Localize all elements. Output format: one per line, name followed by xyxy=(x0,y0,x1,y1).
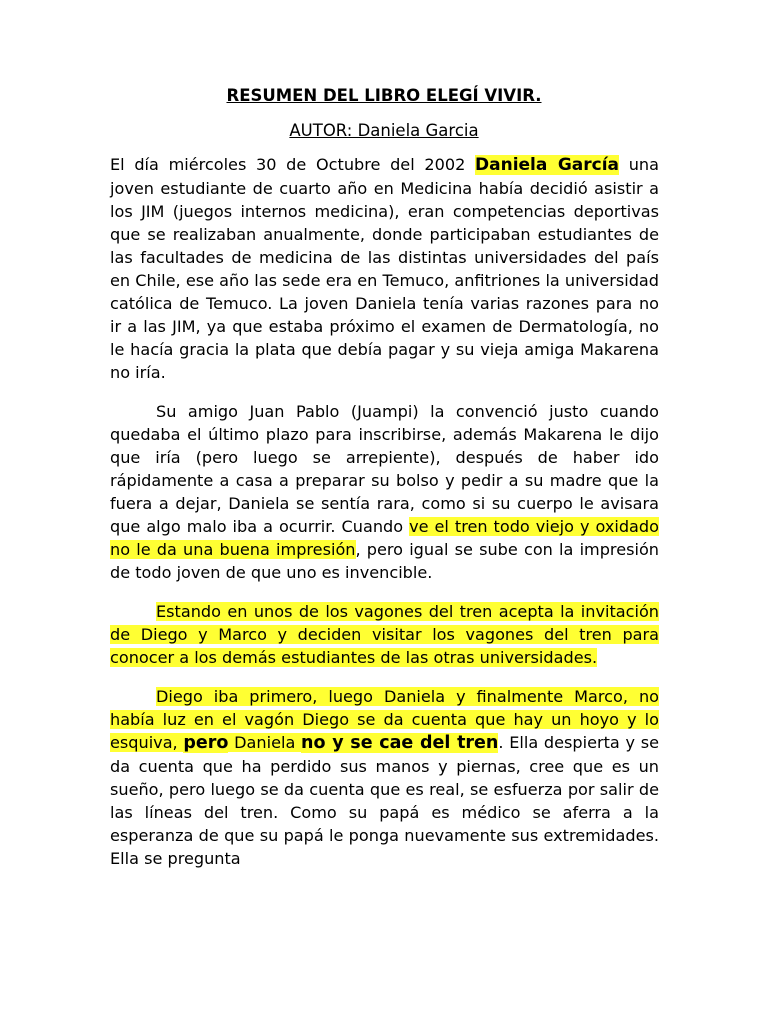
text-segment: , pero igual se sube con la impresión de todo joven de que uno es invencible. xyxy=(110,540,659,582)
text-segment: Su amigo Juan Pablo (Juampi) la convenció justo cuando quedaba el último plazo para inscribirse, además Makarena le dijo que iría (pero luego se arrepiente), después de haber ido rápidamente a casa a preparar su bolso y pedir a su madre que la fuera a dejar, Daniela se sentía rara, como si su cuerpo le avisara que algo malo iba a ocurrir. Cuando xyxy=(110,402,659,536)
author-text: AUTOR: Daniela Garcia xyxy=(289,121,479,140)
document-title: RESUMEN DEL LIBRO ELEGÍ VIVIR. xyxy=(226,86,542,105)
highlighted-text: Diego iba primero, luego Daniela y finalmente Marco, no había luz en el vagón Diego se da cuenta que hay un hoyo y lo esquiva, xyxy=(110,687,659,752)
author-line xyxy=(0,121,768,140)
highlighted-text: ve el tren todo viejo y oxidado no le da una buena impresión xyxy=(110,517,659,559)
paragraph xyxy=(110,153,659,384)
highlighted-text: Daniela xyxy=(228,733,302,752)
paragraph xyxy=(110,400,659,584)
highlighted-text: no y se cae del tren xyxy=(301,733,499,753)
document-body xyxy=(110,153,659,886)
paragraph xyxy=(110,685,659,870)
highlighted-text: Estando en unos de los vagones del tren acepta la invitación de Diego y Marco y deciden visitar los vagones del tren para conocer a los demás estudiantes de las otras universidades. xyxy=(110,602,659,667)
text-segment: . Ella despierta y se da cuenta que ha perdido sus manos y piernas, cree que es un sueño, pero luego se da cuenta que es real, se esfuerza por salir de las líneas del tren. Como su papá es médico se aferra a la esperanza de que su papá le ponga nuevamente sus extremidades. Ella se pregunta xyxy=(110,733,659,868)
text-segment: El día miércoles 30 de Octubre del 2002 xyxy=(110,155,476,174)
paragraph xyxy=(110,600,659,669)
text-segment: una joven estudiante de cuarto año en Medicina había decidió asistir a los JIM (juegos internos medicina), eran competencias deportivas que se realizaban anualmente, donde participaban estudiantes de las facultades de medicina de las distintas universidades del país en Chile, ese año las sede era en Temuco, anfitriones la universidad católica de Temuco. La joven Daniela tenía varias razones para no ir a las JIM, ya que estaba próximo el examen de Dermatología, no le hacía gracia la plata que debía pagar y su vieja amiga Makarena no iría. xyxy=(110,155,659,382)
highlighted-text: Daniela García xyxy=(475,155,620,175)
highlighted-text: pero xyxy=(183,733,229,753)
